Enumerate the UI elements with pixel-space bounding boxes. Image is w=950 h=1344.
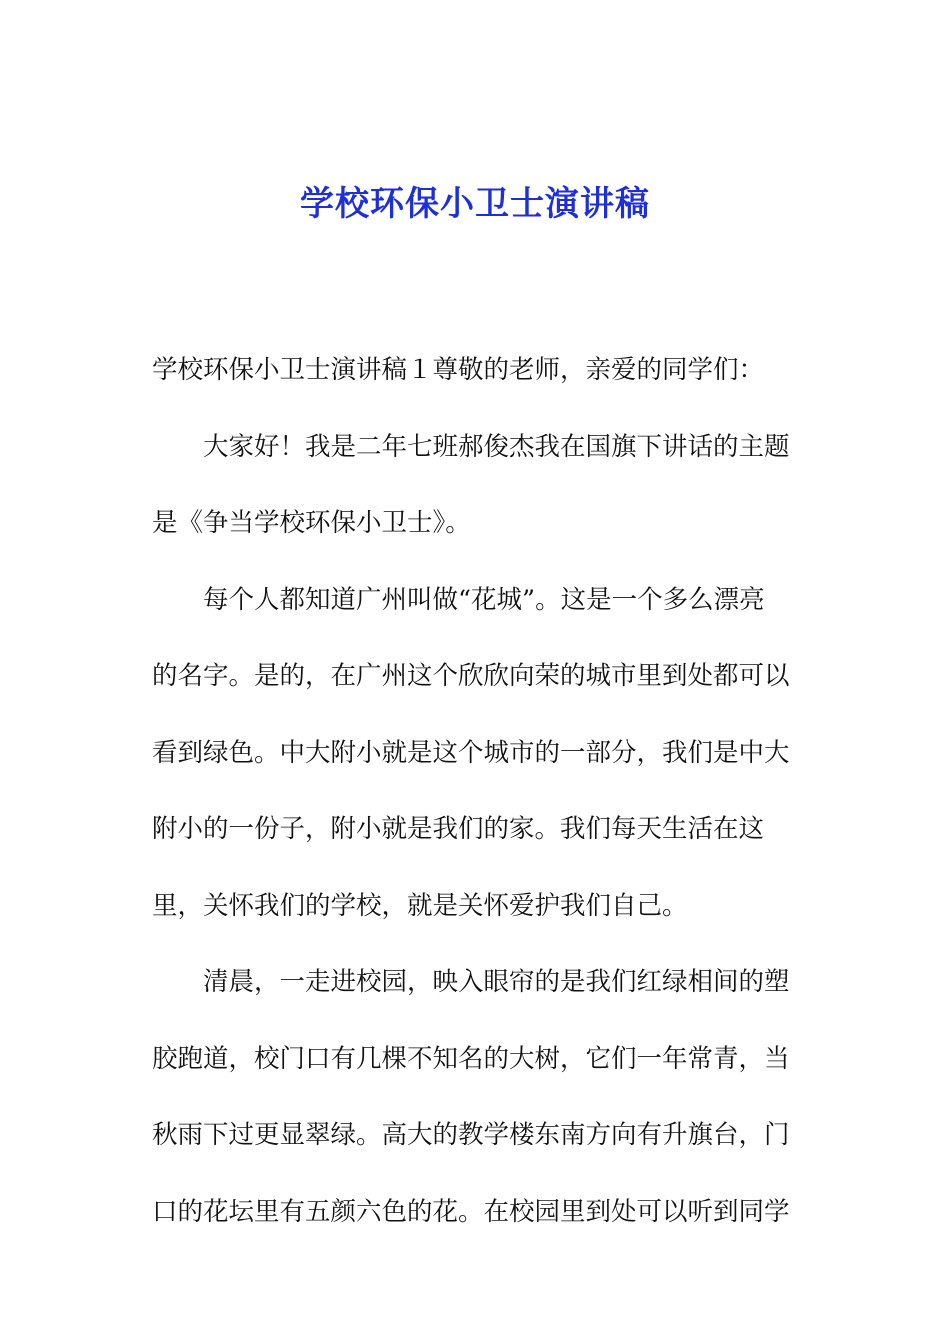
text-line: 每个人都知道广州叫做“花城”。这是一个多么漂亮 <box>203 584 765 615</box>
text-line: 学校环保小卫士演讲稿１尊敬的老师，亲爱的同学们： <box>152 355 765 385</box>
text-line: 是《争当学校环保小卫士》。 <box>152 508 471 538</box>
text-line: 口的花坛里有五颜六色的花。在校园里到处可以听到同学 <box>152 1196 790 1227</box>
text-line: 大家好！我是二年七班郝俊杰我在国旗下讲话的主题 <box>203 431 790 462</box>
text-line: 胶跑道，校门口有几棵不知名的大树，它们一年常青，当 <box>152 1043 790 1074</box>
text-line: 里，关怀我们的学校，就是关怀爱护我们自己。 <box>152 890 688 921</box>
document-title: 学校环保小卫士演讲稿 <box>300 184 650 224</box>
text-line: 秋雨下过更显翠绿。高大的教学楼东南方向有升旗台，门 <box>152 1120 790 1150</box>
text-line: 的名字。是的，在广州这个欣欣向荣的城市里到处都可以 <box>152 661 790 691</box>
document-body <box>152 332 792 1250</box>
text-line: 清晨，一走进校园，映入眼帘的是我们红绿相间的塑 <box>203 967 790 997</box>
text-line: 看到绿色。中大附小就是这个城市的一部分，我们是中大 <box>152 737 790 768</box>
text-line: 附小的一份子，附小就是我们的家。我们每天生活在这 <box>152 814 765 844</box>
